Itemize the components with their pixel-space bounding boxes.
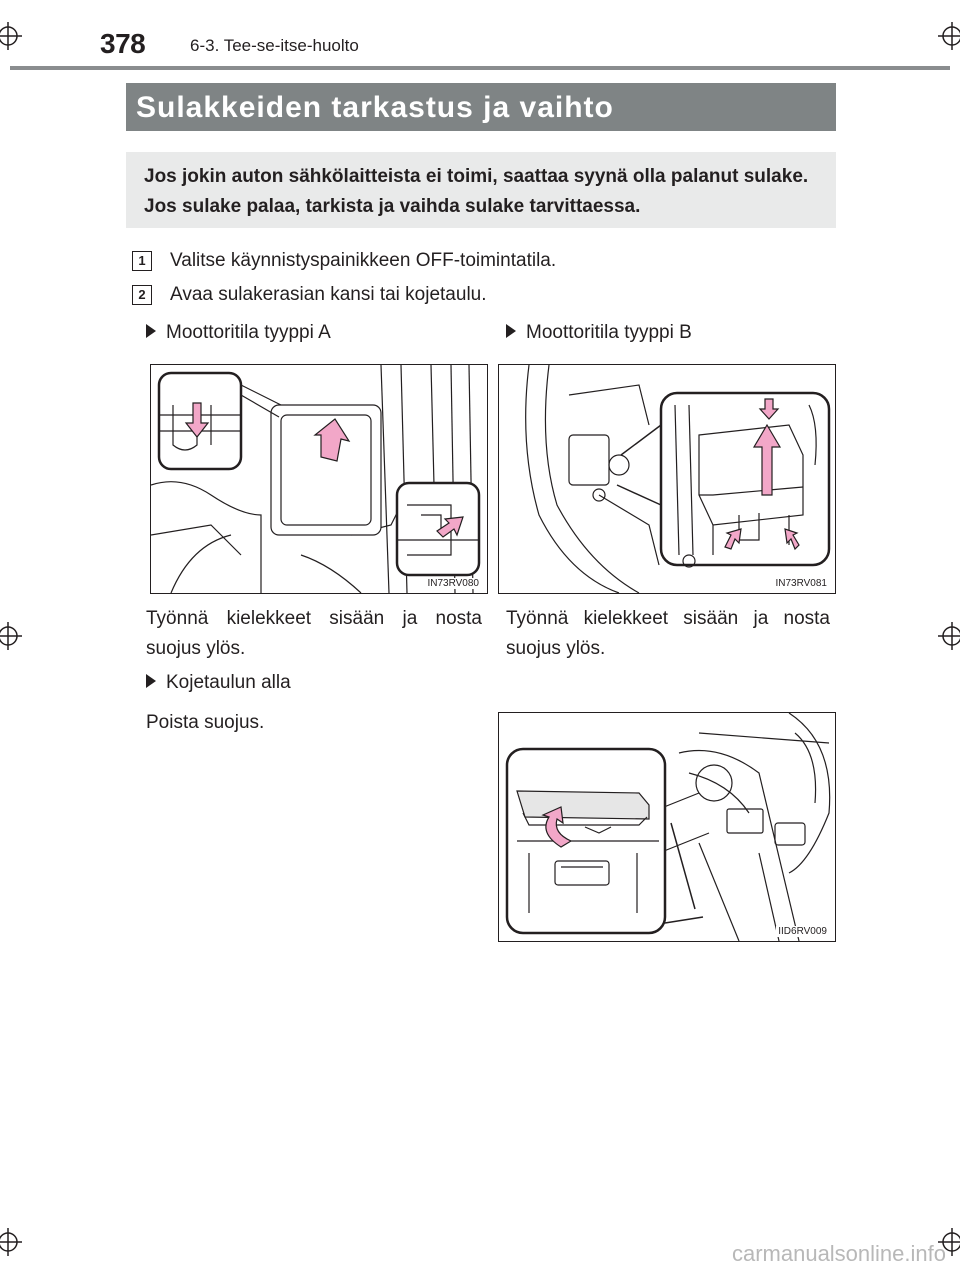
variant-c-caption: Poista suojus. — [146, 712, 265, 733]
figure-code-b: IN73RV081 — [775, 578, 827, 589]
figure-code-c: IID6RV009 — [778, 926, 827, 937]
registration-mark-icon — [0, 22, 22, 50]
header-rule — [10, 66, 950, 70]
figure-code-a: IN73RV080 — [427, 578, 479, 589]
registration-mark-icon — [938, 22, 960, 50]
figure-engine-type-a — [150, 364, 488, 594]
intro-text: Jos jokin auton sähkölaitteista ei toimi, saattaa syynä olla palanut sulake. Jos sulake palaa, tarkista ja vaihda sulake tarvittaessa. — [144, 166, 809, 217]
section-reference: 6-3. Tee-se-itse-huolto — [190, 36, 359, 55]
figure-engine-type-b — [498, 364, 836, 594]
triangle-bullet-icon — [506, 324, 516, 338]
fuse-box-illustration-a — [151, 365, 487, 593]
step-number-2: 2 — [132, 285, 152, 305]
fuse-box-illustration-b — [499, 365, 835, 593]
step-text-1: Valitse käynnistyspainikkeen OFF-toimintatila. — [170, 250, 557, 271]
step-number-1: 1 — [132, 251, 152, 271]
triangle-bullet-icon — [146, 324, 156, 338]
dashboard-illustration — [499, 713, 835, 941]
page-number: 378 — [100, 28, 146, 59]
triangle-bullet-icon — [146, 674, 156, 688]
registration-mark-icon — [0, 1228, 22, 1256]
registration-mark-icon — [938, 622, 960, 650]
title-bar — [126, 83, 836, 131]
step-text-2: Avaa sulakerasian kansi tai kojetaulu. — [170, 284, 487, 305]
registration-mark-icon — [0, 622, 22, 650]
variant-b-caption: Työnnä kielekkeet sisään ja nosta suojus ylös. — [506, 608, 830, 659]
watermark: carmanualsonline.info — [731, 1241, 946, 1266]
page-title: Sulakkeiden tarkastus ja vaihto — [136, 91, 614, 124]
figure-under-dashboard — [498, 712, 836, 942]
variant-b-heading: Moottoritila tyyppi B — [506, 322, 692, 344]
variant-a-heading: Moottoritila tyyppi A — [146, 322, 331, 344]
intro-box — [126, 152, 836, 228]
variant-c-heading: Kojetaulun alla — [146, 672, 291, 694]
variant-a-caption: Työnnä kielekkeet sisään ja nosta suojus ylös. — [146, 608, 482, 659]
